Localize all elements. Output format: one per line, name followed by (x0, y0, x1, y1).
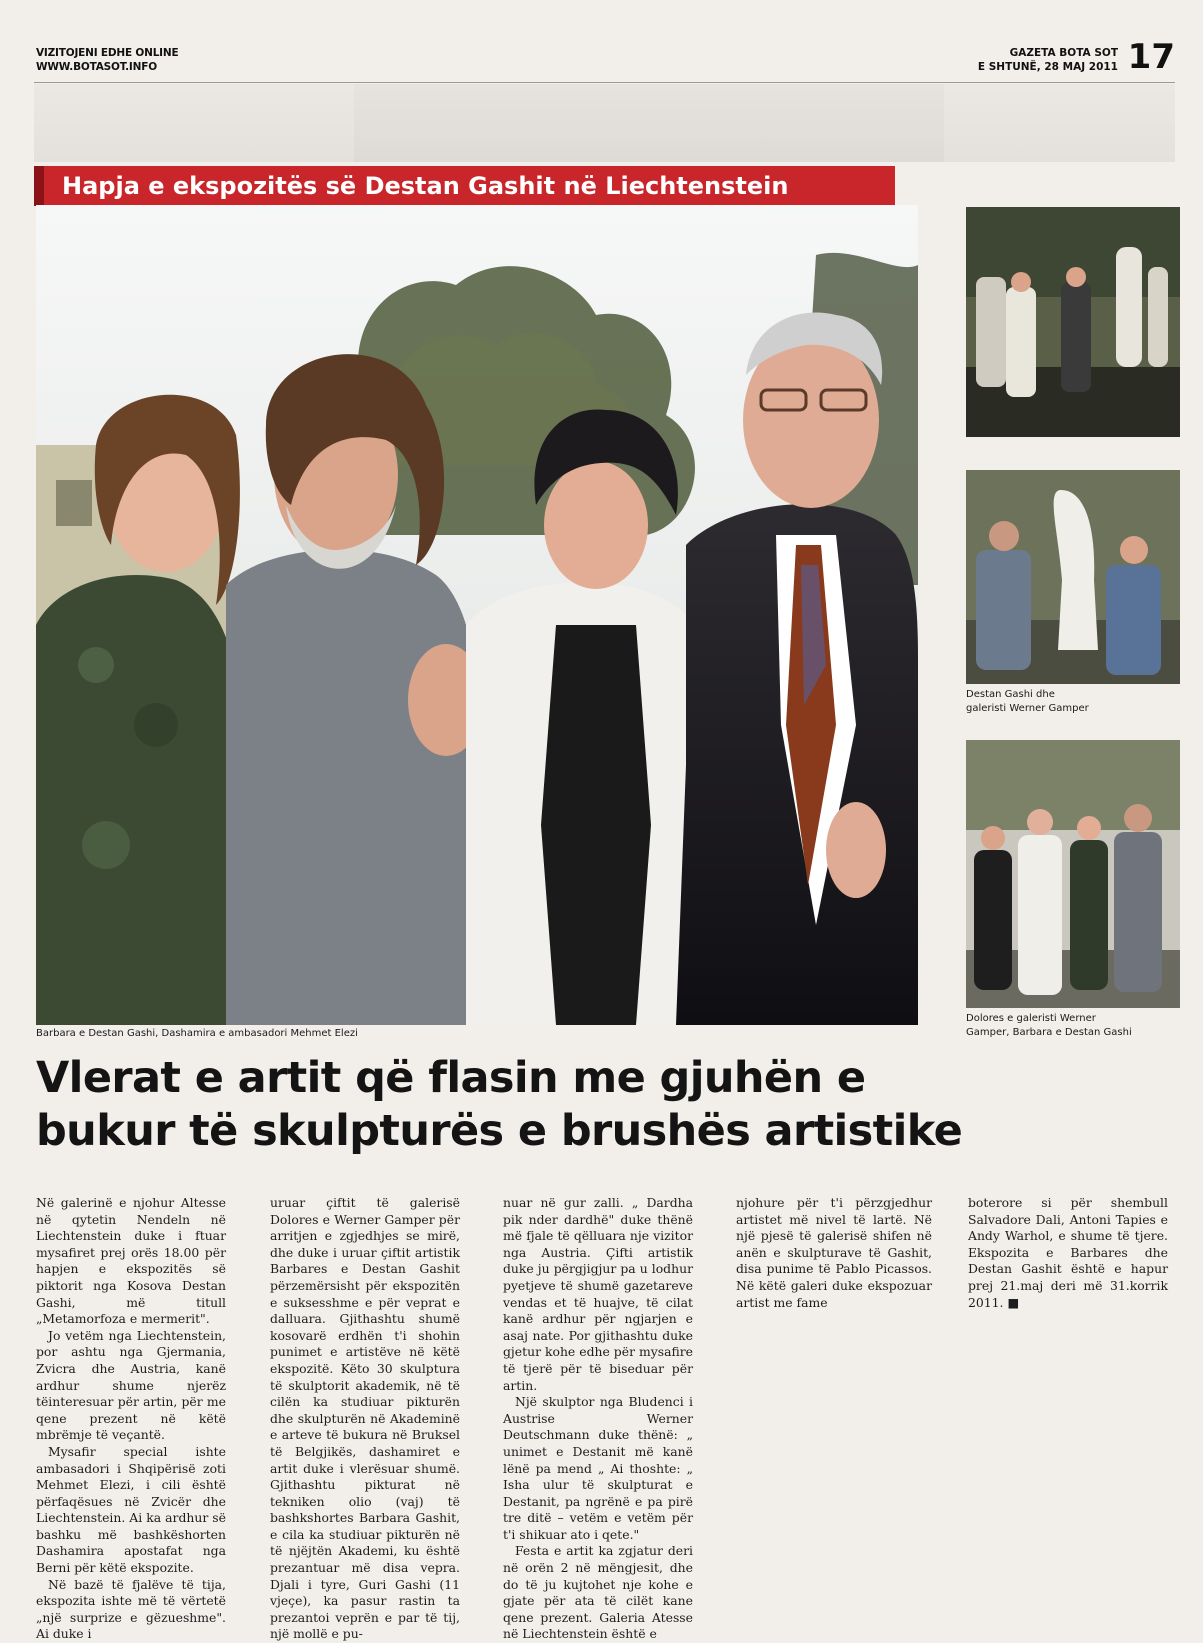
side-photo-3-caption-line1: Dolores e galeristi Werner (966, 1013, 1096, 1024)
side-photo-1-illustration (966, 207, 1180, 437)
paragraph: Festa e artit ka zgjatur deri në orën 2 në mëngjesit, dhe do të ju kujtohet nje kohe e gjate për ata të cilët kane qene prezent. Galeria Atesse në Liechtenstein është e (503, 1543, 693, 1642)
article-column-3 (503, 1195, 693, 1643)
masthead-divider (34, 82, 1175, 83)
masthead-newspaper-name: GAZETA BOTA SOT (1009, 47, 1118, 59)
article-headline (36, 1052, 1186, 1158)
masthead-left (36, 46, 178, 74)
end-of-article-mark: ■ (1007, 1294, 1020, 1310)
paragraph: njohure për t'i përzgjedhur artistet më nivel të lartë. Në një pjesë të galerisë shifen në anën e skulpturave të Gashit, disa punime të Pablo Picassos. Në këtë galeri duke ekspozuar artist me fame (736, 1195, 932, 1310)
side-photo-2-illustration (966, 470, 1180, 684)
headline-line2: bukur të skulpturës e brushës artistike (36, 1106, 963, 1156)
paragraph: Në bazë të fjalëve të tija, ekspozita ishte më të vërtetë „një surprize e gëzueshme". Ai duke i (36, 1576, 226, 1642)
masthead-website: WWW.BOTASOT.INFO (36, 61, 157, 73)
bleed-through-right (944, 84, 1175, 162)
paragraph: Mysafir special ishte ambasadori i Shqipërisë zoti Mehmet Elezi, i cili është përfaqësues në Zvicër dhe Liechtenstein. Ai ka ardhur së bashku më bashkëshorten Dashamira apostafat nga Berni për këtë ekspozite. (36, 1443, 226, 1576)
headline-line1: Vlerat e artit që flasin me gjuhën e (36, 1053, 866, 1103)
masthead-date: E SHTUNË, 28 MAJ 2011 (977, 61, 1118, 73)
paragraph: Në galerinë e njohur Altesse në qytetin Nendeln në Liechtenstein duke i ftuar mysafiret prej orës 18.00 për hapjen e ekspozitës së piktorit nga Kosova Destan Gashi, më titull „Metamorfoza e mermerit". (36, 1195, 226, 1327)
paragraph: nuar në gur zalli. „ Dardha pik nder dardhë" duke thënë më fjale të qëlluara nje vizitor nga Austria. Çifti artistik duke ju përgjigjur pa u lodhur pyetjeve të shumë gazetareve vendas et të huajve, të cilat kanë ardhur për ngjarjen e asaj nate. Por gjithashtu duke gjetur kohe edhe për mysafire të tjerë për të biseduar për artin. (503, 1195, 693, 1393)
side-photo-1 (966, 207, 1180, 437)
side-photo-2-caption (966, 688, 1180, 716)
paragraph: uruar çiftit të galerisë Dolores e Werner Gamper për arritjen e zgjedhjes se mirë, dhe duke i uruar çiftit artistik Barbares e Destan Gashit përzemërsisht për ekspozitën e suksesshme e për veprat e dalluara. Gjithashtu shumë kosovarë erdhën t'i shohin punimet e artistëve në këtë ekspozitë. Këto 30 skulptura të skulptorit akademik, në të cilën ka studiuar pikturën dhe skulpturën në Akademinë e arteve të bukura në Bruksel të Belgjikës, dashamiret e artit duke i vlerësuar shumë. Gjithashtu pikturat në tekniken olio (vaj) të bashkshortes Barbara Gashit, e cila ka studiuar pikturën në të njëjtën Akademi, ku është prezantuar më disa vepra. Djali i tyre, Guri Gashi (11 vjeçe), ka pasur rastin ta prezantoi veprën e par të tij, një mollë e pu- (270, 1195, 460, 1642)
paragraph-text: boterore si për shembull Salvadore Dali, Antoni Tapies e Andy Warhol, e shume të tjere. Ekspozita e Barbares dhe Destan Gashit është e hapur prej 21.maj deri më 31.korrik 2011. (968, 1195, 1168, 1310)
side-photo-3-caption-line2: Gamper, Barbara e Destan Gashi (966, 1027, 1132, 1038)
side-photo-3-illustration (966, 740, 1180, 1008)
side-photo-2-caption-line1: Destan Gashi dhe (966, 689, 1055, 700)
section-banner (34, 166, 895, 206)
bleed-through-center (354, 84, 944, 162)
side-photo-3-caption (966, 1012, 1180, 1040)
masthead-right (978, 46, 1118, 74)
article-column-5 (968, 1195, 1168, 1311)
article-column-2 (270, 1195, 460, 1643)
page-number: 17 (1127, 37, 1175, 77)
side-photo-3 (966, 740, 1180, 1008)
paragraph: Jo vetëm nga Liechtenstein, por ashtu nga Gjermania, Zvicra dhe Austria, kanë ardhur shume njerëz tëinteresuar për artin, për me qene prezent në këtë mbrëmje të veçantë. (36, 1327, 226, 1443)
masthead-visit-online: VIZITOJENI EDHE ONLINE (36, 47, 179, 59)
side-photo-2-caption-line2: galeristi Werner Gamper (966, 703, 1089, 714)
bleed-through-left (34, 84, 354, 162)
article-column-4 (736, 1195, 932, 1311)
section-banner-title: Hapja e ekspozitës së Destan Gashit në Liechtenstein (62, 172, 789, 200)
article-column-1 (36, 1195, 226, 1643)
main-photo-illustration (36, 205, 918, 1025)
paragraph (968, 1195, 1168, 1311)
paragraph: Një skulptor nga Bludenci i Austrise Werner Deutschmann duke thënë: „ unimet e Destanit më kanë lënë pa mend „ Ai thoshte: „ Isha ulur të skulpturat e Destanit, pa ngrënë e pa pirë tre ditë – vetëm e vetëm për t'i shikuar ato i qete." (503, 1394, 693, 1542)
main-photo (36, 205, 918, 1025)
main-photo-caption: Barbara e Destan Gashi, Dashamira e ambasadori Mehmet Elezi (36, 1028, 358, 1039)
side-photo-2 (966, 470, 1180, 684)
